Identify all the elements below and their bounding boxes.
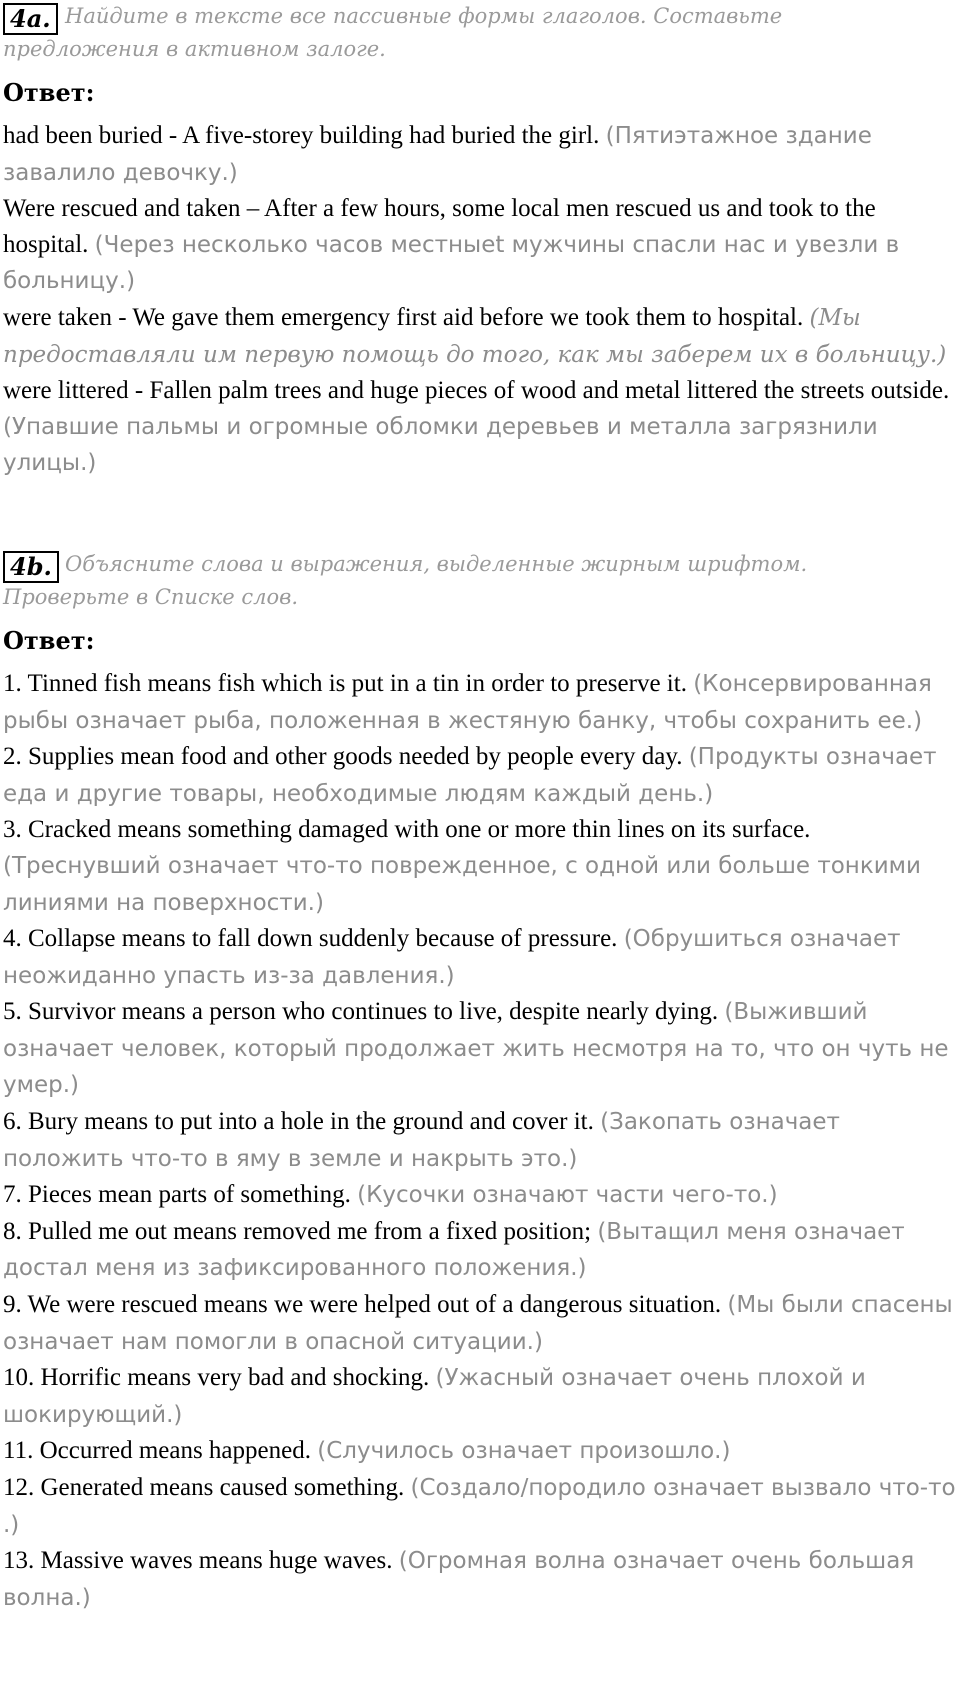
answer-entry bbox=[3, 1433, 958, 1470]
answer-english-text: Were rescued and taken – After a few hours, some local men rescued us and took to the hospital. bbox=[3, 195, 876, 258]
answer-entry bbox=[3, 300, 958, 373]
answer-english-text: 10. Horrific means very bad and shocking. bbox=[3, 1364, 430, 1392]
answer-english-text: 6. Bury means to put into a hole in the ground and cover it. bbox=[3, 1108, 594, 1136]
answer-russian-translation: (Продукты означает еда и другие товары, необходимые людям каждый день.) bbox=[3, 744, 937, 807]
answer-english-text: 5. Survivor means a person who continues to live, despite nearly dying. bbox=[3, 998, 719, 1026]
answer-russian-translation: (Случилось означает произошло.) bbox=[317, 1438, 731, 1465]
task-4b-badge: 4b. bbox=[3, 551, 59, 583]
answer-entry bbox=[3, 118, 958, 191]
answer-russian-translation: (Пятиэтажное здание завалило девочку.) bbox=[3, 123, 872, 186]
answer-russian-translation: (Мы предоставляли им первую помощь до того, как мы заберем их в больницу.) bbox=[3, 304, 947, 368]
task-4a-answer-label: Ответ: bbox=[3, 78, 95, 107]
answer-english-text: 13. Massive waves means huge waves. bbox=[3, 1547, 393, 1575]
answer-russian-translation: (Треснувший означает что-то поврежденное, с одной или больше тонкими линиями на поверхности.) bbox=[3, 852, 921, 916]
answer-entry bbox=[3, 1543, 958, 1616]
answer-english-text: were taken - We gave them emergency first aid before we took them to hospital. bbox=[3, 303, 804, 331]
task-4a-instruction: Найдите в тексте все пассивные формы глаголов. Составьте предложения в активном залоге. bbox=[3, 4, 783, 61]
answer-russian-translation: (Огромная волна означает очень большая волна.) bbox=[3, 1548, 915, 1611]
answer-russian-translation: (Обрушиться означает неожиданно упасть из-за давления.) bbox=[3, 926, 901, 989]
task-4b-header bbox=[3, 548, 958, 616]
task-4a-entries bbox=[3, 118, 958, 482]
answer-english-text: 2. Supplies mean food and other goods needed by people every day. bbox=[3, 743, 683, 771]
answer-russian-translation: (Кусочки означают части чего-то.) bbox=[357, 1182, 778, 1209]
answer-english-text: 12. Generated means caused something. bbox=[3, 1474, 405, 1501]
answer-entry bbox=[3, 191, 958, 300]
answer-entry bbox=[3, 666, 958, 739]
task-4a-header bbox=[3, 0, 958, 68]
answer-russian-translation: (Закопать означает положить что-то в яму в земле и накрыть это.) bbox=[3, 1109, 840, 1172]
answer-russian-translation: (Вытащил меня означает достал меня из зафиксированного положения.) bbox=[3, 1218, 905, 1282]
answer-english-text: 11. Occurred means happened. bbox=[3, 1437, 311, 1465]
answer-entry bbox=[3, 1177, 958, 1214]
answer-english-text: 8. Pulled me out means removed me from a fixed position; bbox=[3, 1217, 592, 1245]
answer-entry bbox=[3, 1104, 958, 1177]
task-4b-entries bbox=[3, 666, 958, 1616]
answer-entry bbox=[3, 1287, 958, 1360]
answer-english-text: 9. We were rescued means we were helped out of a dangerous situation. bbox=[3, 1291, 722, 1319]
section-gap bbox=[3, 482, 958, 548]
answer-russian-translation: (Выживший означает человек, который продолжает жить несмотря на то, что он чуть не умер.) bbox=[3, 999, 949, 1099]
answer-english-text: had been buried - A five-storey building had buried the girl. bbox=[3, 122, 600, 149]
answer-entry bbox=[3, 1214, 958, 1287]
answer-russian-translation: (Через несколько часов местныеt мужчины спасли нас и увезли в больницу.) bbox=[3, 231, 900, 295]
answer-english-text: 1. Tinned fish means fish which is put in a tin in order to preserve it. bbox=[3, 669, 687, 697]
task-4a-badge: 4a. bbox=[3, 3, 58, 35]
document-page bbox=[3, 0, 958, 1616]
answer-russian-translation: (Мы были спасены означает нам помогли в опасной ситуации.) bbox=[3, 1292, 953, 1355]
answer-entry bbox=[3, 739, 958, 812]
answer-english-text: 4. Collapse means to fall down suddenly because of pressure. bbox=[3, 925, 618, 953]
answer-entry bbox=[3, 373, 958, 482]
answer-entry bbox=[3, 812, 958, 921]
task-4a bbox=[3, 0, 958, 482]
task-4b-answer-label: Ответ: bbox=[3, 625, 95, 655]
answer-entry bbox=[3, 994, 958, 1104]
answer-entry bbox=[3, 921, 958, 994]
task-4b bbox=[3, 548, 958, 1616]
answer-russian-translation: (Создало/породило означает вызвало что-то .) bbox=[3, 1475, 956, 1538]
answer-entry bbox=[3, 1470, 958, 1543]
answer-english-text: 3. Cracked means something damaged with one or more thin lines on its surface. bbox=[3, 816, 811, 844]
answer-russian-translation: (Консервированная рыбы означает рыба, положенная в жестяную банку, чтобы сохранить ее.) bbox=[3, 670, 932, 734]
answer-english-text: were littered - Fallen palm trees and huge pieces of wood and metal littered the streets outside. bbox=[3, 377, 950, 405]
answer-russian-translation: (Ужасный означает очень плохой и шокирующий.) bbox=[3, 1365, 866, 1428]
answer-english-text: 7. Pieces mean parts of something. bbox=[3, 1181, 351, 1209]
task-4b-instruction: Объясните слова и выражения, выделенные жирным шрифтом. Проверьте в Списке слов. bbox=[3, 551, 808, 609]
answer-russian-translation: (Упавшие пальмы и огромные обломки деревьев и металла загрязнили улицы.) bbox=[3, 413, 878, 477]
answer-entry bbox=[3, 1360, 958, 1433]
